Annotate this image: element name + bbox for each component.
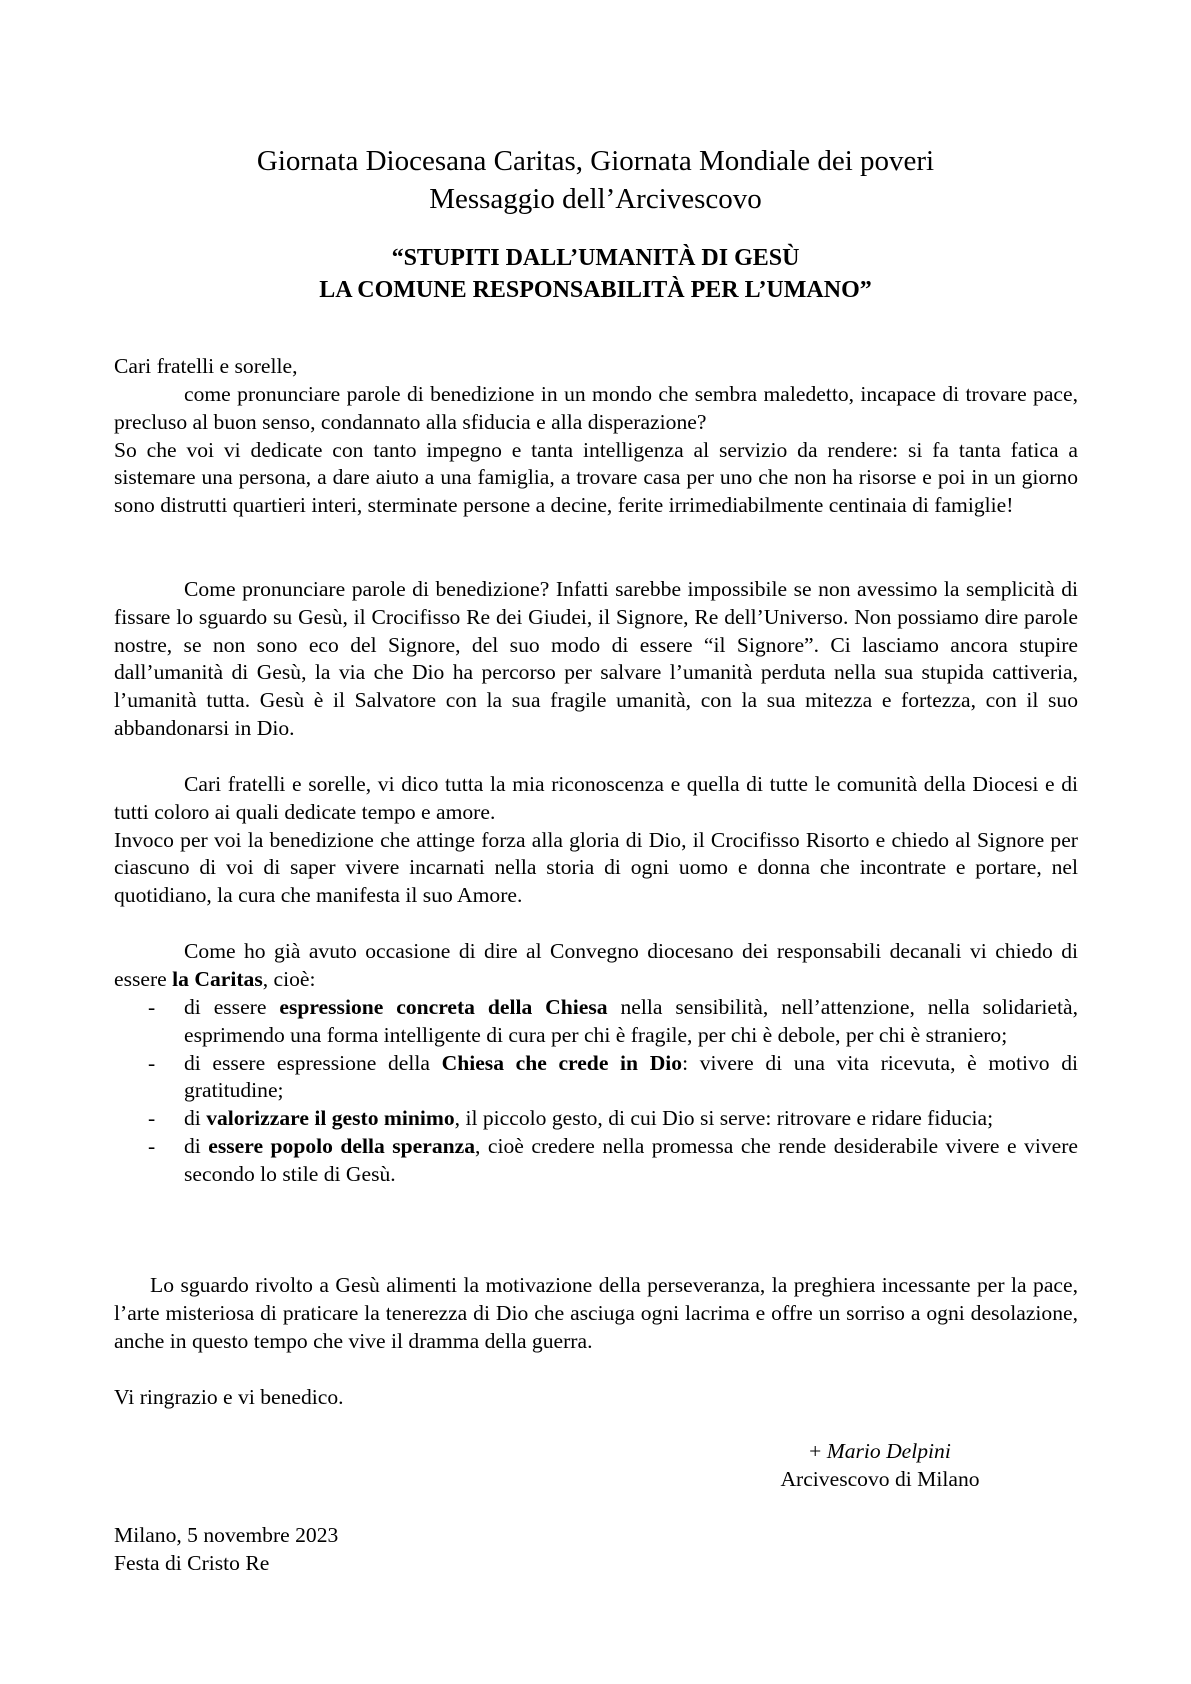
signature xyxy=(700,1438,1060,1494)
paragraph-3-continuation: Invoco per voi la benedizione che attinge forza alla gloria di Dio, il Crocifisso Risorto e chiedo al Signore per ciascuno di voi di saper vivere incarnati nella storia di ogni uomo e donna che incontrate e portare, nel quotidiano, la cura che manifesta il suo Amore. xyxy=(114,827,1078,908)
list-dash: - xyxy=(148,1133,156,1158)
list-item xyxy=(114,1133,1078,1189)
list-item-after: , il piccolo gesto, di cui Dio si serve: ritrovare e ridare fiducia; xyxy=(454,1106,994,1131)
list-dash: - xyxy=(148,1106,156,1131)
paragraph-4-before: Come ho già avuto occasione di dire al Convegno diocesano dei responsabili decanali vi chiedo di essere xyxy=(114,939,1078,991)
paragraph-2: Come pronunciare parole di benedizione? Infatti sarebbe impossibile se non avessimo la semplicità di fissare lo sguardo su Gesù, il Crocifisso Re dei Giudei, il Signore, Re dell’Universo. Non possiamo dire parole nostre, se non sono eco del Signore, del suo modo di essere “il Signore”. Ci lasciamo ancora stupire dall’umanità di Gesù, la via che Dio ha percorso per salvare l’umanità perduta nella sua stupida cattiveria, l’umanità tutta. Gesù è il Salvatore con la sua fragile umanità, con la sua mitezza e fortezza, con il suo abbandonarsi in Dio. xyxy=(114,577,1078,740)
signature-name: Mario Delpini xyxy=(826,1439,951,1463)
paragraph-3 xyxy=(114,771,1078,910)
paragraph-4 xyxy=(114,938,1078,994)
list-dash: - xyxy=(148,995,156,1019)
signature-cross: + xyxy=(809,1439,827,1463)
list-item xyxy=(114,1050,1078,1106)
list-item-bold: valorizzare il gesto minimo xyxy=(206,1106,455,1131)
header-line-1: Giornata Diocesana Caritas, Giornata Mondiale dei poveri xyxy=(256,145,935,177)
list-item-after: : vivere di una vita ricevuta, è motivo di gratitudine; xyxy=(184,1050,1078,1103)
list-item xyxy=(114,1105,1078,1133)
paragraph-1-text: come pronunciare parole di benedizione in un mondo che sembra maledetto, incapace di trovare pace, precluso al buon senso, condannato alla sfiducia e alla disperazione? xyxy=(114,382,1078,434)
list-item-before: di essere espressione della xyxy=(184,1050,442,1075)
list-item-before: di essere xyxy=(184,995,280,1019)
signature-name-line xyxy=(700,1438,1060,1466)
list-item xyxy=(114,994,1078,1050)
date-line-2: Festa di Cristo Re xyxy=(114,1550,270,1575)
title-line-2: LA COMUNE RESPONSABILITÀ PER L’UMANO” xyxy=(319,277,872,303)
salutation: Cari fratelli e sorelle, xyxy=(114,354,298,378)
list-item-after: nella sensibilità, nell’attenzione, nella solidarietà, esprimendo una forma intelligente di cura per chi è fragile, per chi è debole, per chi è straniero; xyxy=(184,995,1078,1047)
header-line-2: Messaggio dell’Arcivescovo xyxy=(429,183,762,215)
paragraph-5: Lo sguardo rivolto a Gesù alimenti la motivazione della perseveranza, la preghiera incessante per la pace, l’arte misteriosa di praticare la tenerezza di Dio che asciuga ogni lacrima e offre un sorriso a ogni desolazione, anche in questo tempo che vive il dramma della guerra. xyxy=(114,1273,1078,1353)
paragraph-1-continuation: So che voi vi dedicate con tanto impegno e tanta intelligenza al servizio da rendere: si fa tanta fatica a sistemare una persona, a dare aiuto a una famiglia, a trovare casa per uno che non ha risorse e poi in un giorno sono distrutti quartieri interi, sterminate persone a decine, ferite irrimediabilmente centinaia di famiglie! xyxy=(114,437,1078,518)
title-line-1: “STUPITI DALL’UMANITÀ DI GESÙ xyxy=(391,245,800,271)
paragraph-4-after: , cioè: xyxy=(262,966,316,991)
closing-thanks: Vi ringrazio e vi benedico. xyxy=(114,1385,344,1409)
list-item-bold: essere popolo della speranza xyxy=(208,1133,476,1158)
date-block xyxy=(114,1522,1078,1578)
paragraph-3-text: Cari fratelli e sorelle, vi dico tutta la mia riconoscenza e quella di tutte le comunità della Diocesi e di tutti coloro ai quali dedicate tempo e amore. xyxy=(114,772,1078,824)
caritas-list xyxy=(114,994,1078,1189)
document-header xyxy=(0,142,1191,218)
list-dash: - xyxy=(148,1050,156,1075)
list-item-bold: Chiesa che crede in Dio xyxy=(441,1050,683,1075)
date-line-1: Milano, 5 novembre 2023 xyxy=(114,1523,339,1547)
paragraph-4-bold: la Caritas xyxy=(172,966,263,991)
paragraph-1 xyxy=(114,381,1078,520)
list-item-bold: espressione concreta della Chiesa xyxy=(279,995,608,1019)
list-item-after: , cioè credere nella promessa che rende desiderabile vivere e vivere secondo lo stile di Gesù. xyxy=(184,1133,1078,1186)
signature-role: Arcivescovo di Milano xyxy=(780,1466,980,1491)
list-item-before: di xyxy=(184,1106,207,1131)
document-title xyxy=(0,242,1191,306)
list-item-before: di xyxy=(184,1133,209,1158)
